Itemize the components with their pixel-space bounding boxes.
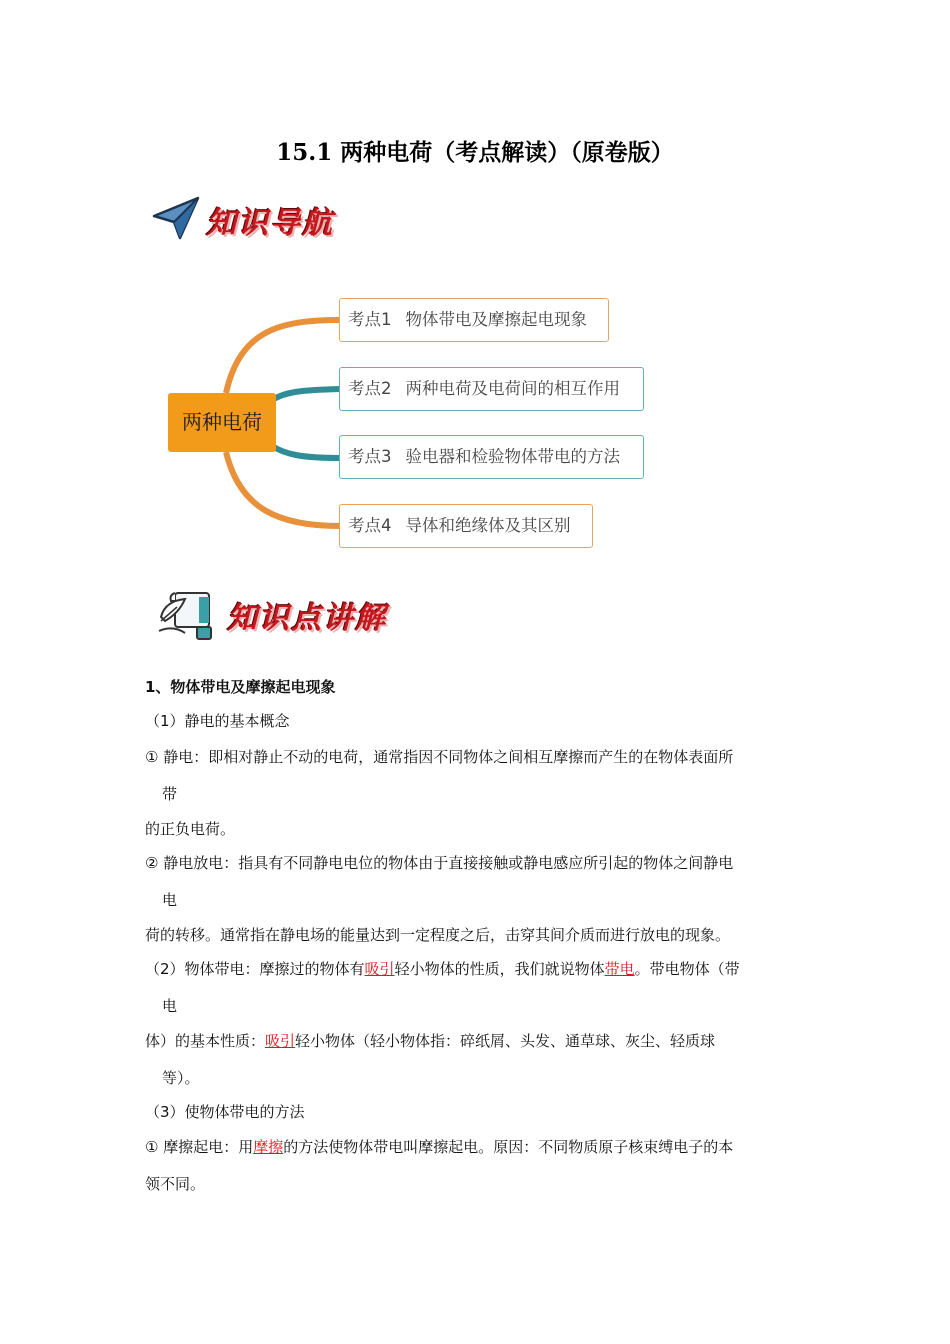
text-run: 体）的基本性质：	[145, 1032, 266, 1050]
paragraph-text	[145, 1136, 733, 1157]
paragraph-text: 电	[162, 997, 178, 1015]
highlight-term: 摩擦	[253, 1138, 284, 1156]
page-title: 15.1 两种电荷（考点解读）（原卷版）	[276, 139, 674, 166]
paragraph-text: 电	[162, 891, 178, 909]
mind-map-node-3	[339, 435, 644, 479]
text-run: 。带电物体（带	[634, 960, 740, 978]
paper-plane-icon	[150, 194, 202, 242]
points-banner	[155, 585, 435, 645]
paragraph-text: 带	[162, 785, 178, 803]
paragraph-text: 等）。	[162, 1069, 200, 1087]
mind-map-node-4	[339, 504, 593, 548]
paragraph-text: （3）使物体带电的方法	[145, 1103, 305, 1121]
mind-map-root: 两种电荷	[168, 393, 276, 452]
connector-1	[226, 320, 340, 393]
node-label: 两种电荷及电荷间的相互作用	[405, 379, 620, 398]
paragraph-text: 领不同。	[145, 1175, 206, 1193]
node-key: 考点3	[348, 447, 392, 466]
highlight-term: 带电	[604, 960, 635, 978]
paragraph-text: 荷的转移。通常指在静电场的能量达到一定程度之后，击穿其间介质而进行放电的现象。	[145, 926, 731, 944]
paragraph-text	[145, 1030, 715, 1051]
nav-banner-text: 知识导航	[206, 206, 334, 241]
text-run: 轻小物体（轻小物体指：碎纸屑、头发、通草球、灰尘、轻质球	[295, 1032, 716, 1050]
node-label: 物体带电及摩擦起电现象	[405, 310, 587, 329]
node-key: 考点2	[348, 379, 392, 398]
paragraph-text: ② 静电放电：指具有不同静电电位的物体由于直接接触或静电感应所引起的物体之间静电	[145, 854, 734, 872]
highlight-term: 吸引	[364, 960, 395, 978]
connector-4	[226, 452, 340, 526]
paragraph-text: ① 静电：即相对静止不动的电荷，通常指因不同物体之间相互摩擦而产生的在物体表面所	[145, 748, 734, 766]
points-banner-text: 知识点讲解	[227, 601, 387, 636]
mind-map-node-1	[339, 298, 609, 342]
paragraph-text: （1）静电的基本概念	[145, 712, 290, 730]
highlight-term: 吸引	[265, 1032, 296, 1050]
node-key: 考点4	[348, 516, 392, 535]
connector-3	[272, 446, 340, 458]
text-run: 轻小物体的性质，我们就说物体	[394, 960, 605, 978]
scroll-quill-icon	[155, 587, 217, 643]
text-run: ① 摩擦起电：用	[145, 1138, 254, 1156]
mind-map-node-2	[339, 367, 644, 411]
paragraph-text	[145, 958, 740, 979]
section-heading: 1、物体带电及摩擦起电现象	[145, 678, 336, 696]
paragraph-text: 的正负电荷。	[145, 820, 236, 838]
nav-banner	[150, 192, 370, 244]
connector-2	[272, 389, 340, 400]
text-run: 的方法使物体带电叫摩擦起电。原因：不同物质原子核束缚电子的本	[283, 1138, 734, 1156]
node-key: 考点1	[348, 310, 392, 329]
text-run: （2）物体带电：摩擦过的物体有	[145, 960, 365, 978]
node-label: 导体和绝缘体及其区别	[405, 516, 571, 535]
node-label: 验电器和检验物体带电的方法	[405, 447, 620, 466]
